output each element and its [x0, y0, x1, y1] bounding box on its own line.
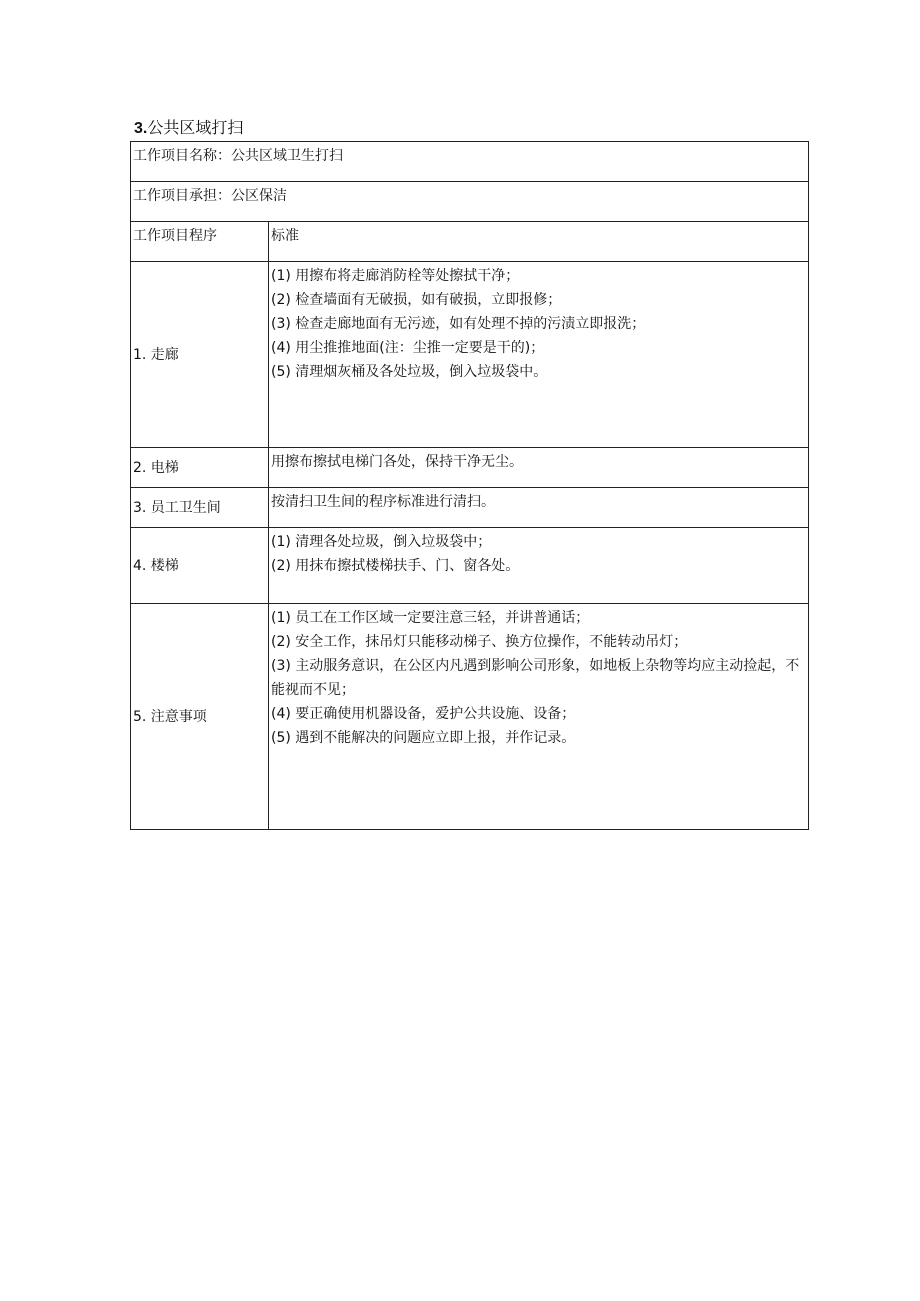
procedure-label-restroom: 3. 员工卫生间 [131, 488, 269, 528]
item-name-row [131, 142, 809, 182]
standard-line: (3) 主动服务意识，在公区内凡遇到影响公司形象，如地板上杂物等均应主动捡起，不能视而不见； [271, 658, 800, 698]
section-number: 3. [134, 120, 148, 137]
standard-content-restroom [269, 488, 809, 528]
item-owner-row [131, 182, 809, 222]
standard-line: (4) 要正确使用机器设备，爱护公共设施、设备； [271, 706, 576, 722]
standard-content-stairs [269, 528, 809, 604]
standard-header: 标准 [269, 222, 809, 262]
section-title [134, 118, 243, 139]
procedure-label-notes: 5. 注意事项 [131, 604, 269, 830]
standard-content-notes [269, 604, 809, 830]
standard-line: (1) 用擦布将走廊消防栓等处擦拭干净； [271, 268, 520, 284]
standard-line: (5) 遇到不能解决的问题应立即上报，并作记录。 [271, 730, 576, 746]
procedure-label-stairs: 4. 楼梯 [131, 528, 269, 604]
standard-content-elevator [269, 448, 809, 488]
standard-line: 按清扫卫生间的程序标准进行清扫。 [271, 494, 495, 510]
standard-line: (5) 清理烟灰桶及各处垃圾，倒入垃圾袋中。 [271, 364, 548, 380]
standard-line: (2) 用抹布擦拭楼梯扶手、门、窗各处。 [271, 558, 520, 574]
standard-line: (4) 用尘推推地面(注：尘推一定要是干的)； [271, 340, 545, 356]
procedure-label-elevator: 2. 电梯 [131, 448, 269, 488]
item-owner-cell: 工作项目承担：公区保洁 [131, 182, 809, 222]
item-name-cell: 工作项目名称：公共区域卫生打扫 [131, 142, 809, 182]
standard-line: (1) 清理各处垃圾，倒入垃圾袋中； [271, 534, 492, 550]
standard-line: (3) 检查走廊地面有无污迹，如有处理不掉的污渍立即报洗； [271, 316, 646, 332]
standard-line: (2) 检查墙面有无破损，如有破损，立即报修； [271, 292, 562, 308]
table-row [131, 604, 809, 830]
work-standard-table [130, 141, 809, 830]
table-header-row [131, 222, 809, 262]
table-row [131, 448, 809, 488]
procedure-header: 工作项目程序 [131, 222, 269, 262]
standard-line: (2) 安全工作，抹吊灯只能移动梯子、换方位操作，不能转动吊灯； [271, 634, 688, 650]
standard-line: (1) 员工在工作区域一定要注意三轻，并讲普通话； [271, 610, 590, 626]
section-title-text: 公共区域打扫 [147, 118, 244, 137]
table-row [131, 262, 809, 448]
procedure-label-corridor: 1. 走廊 [131, 262, 269, 448]
table-row [131, 488, 809, 528]
standard-line: 用擦布擦拭电梯门各处，保持干净无尘。 [271, 454, 523, 470]
standard-content-corridor [269, 262, 809, 448]
table-row [131, 528, 809, 604]
